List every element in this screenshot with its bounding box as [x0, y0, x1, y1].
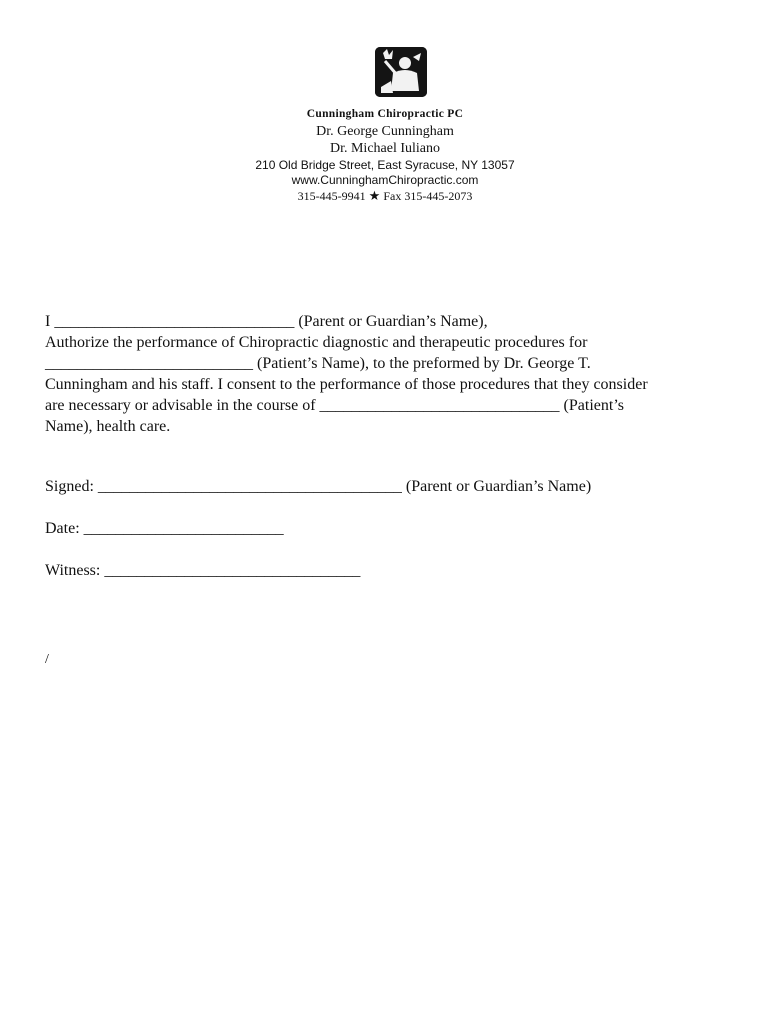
consent-paragraph	[45, 311, 745, 437]
consent-line-6: Name), health care.	[45, 418, 171, 435]
date-field: Date: _________________________	[45, 520, 284, 537]
practice-name: Cunningham Chiropractic PC	[306, 108, 464, 120]
star-icon: ★	[368, 188, 381, 203]
consent-line-3: __________________________ (Patient’s Name), to the preformed by Dr. George T.	[45, 355, 591, 372]
fax-number: Fax 315-445-2073	[383, 189, 473, 203]
consent-line-5: are necessary or advisable in the course of ______________________________ (Patient’s	[45, 397, 624, 414]
consent-line-4: Cunningham and his staff. I consent to the performance of those procedures that they consider	[45, 376, 648, 393]
witness-field: Witness: ________________________________	[45, 562, 361, 579]
practice-logo	[375, 47, 427, 97]
doctor-name-2: Dr. Michael Iuliano	[329, 141, 441, 156]
practice-website: www.CunninghamChiropractic.com	[291, 173, 479, 187]
footer-mark: /	[45, 652, 49, 667]
phone-number: 315-445-9941	[297, 189, 366, 203]
practice-address: 210 Old Bridge Street, East Syracuse, NY 13057	[255, 158, 515, 172]
signed-field: Signed: ______________________________________ (Parent or Guardian’s Name)	[45, 478, 592, 495]
doctor-name-1: Dr. George Cunningham	[316, 124, 454, 139]
consent-line-1: I ______________________________ (Parent or Guardian’s Name),	[45, 313, 488, 330]
contact-line	[0, 188, 770, 204]
consent-line-2: Authorize the performance of Chiropractic diagnostic and therapeutic procedures for	[45, 334, 588, 351]
